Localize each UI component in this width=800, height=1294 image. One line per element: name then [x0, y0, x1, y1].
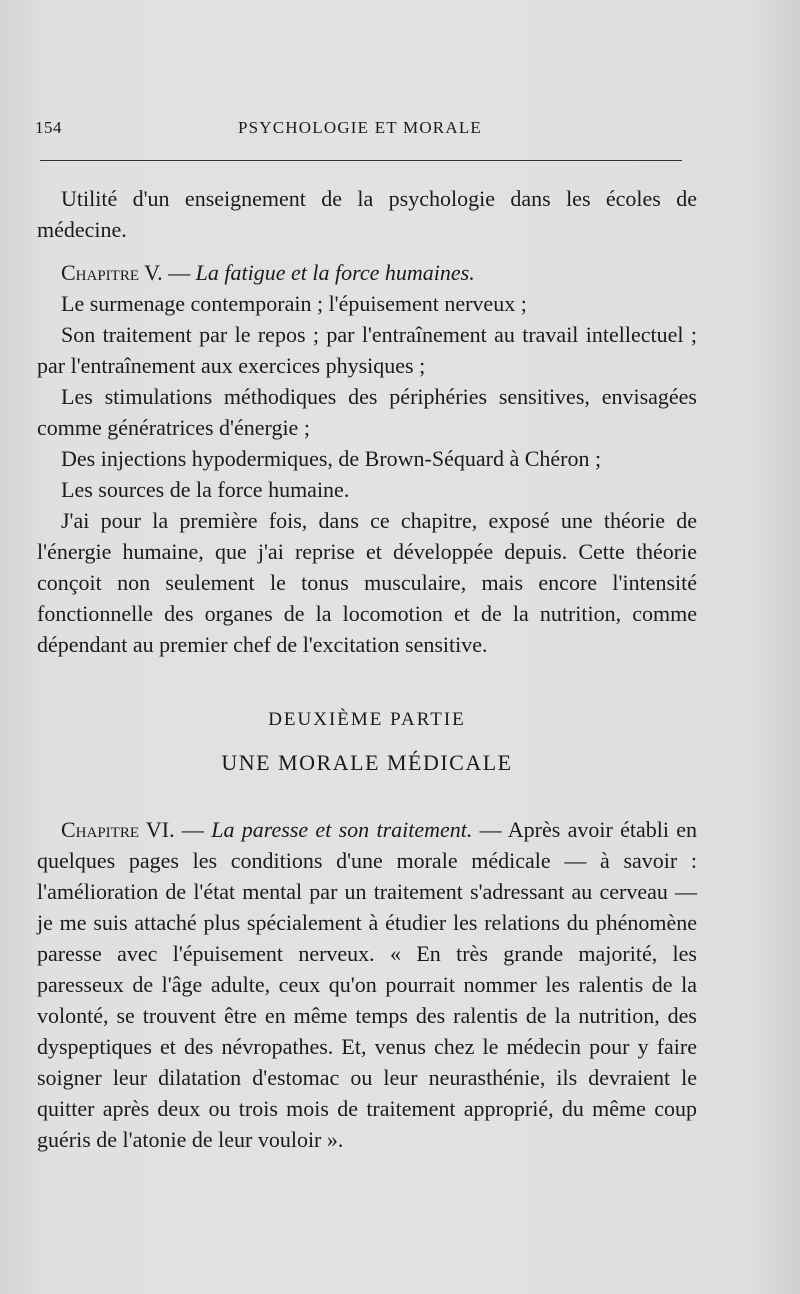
chapter-5-label: Chapitre V.: [61, 260, 163, 285]
paragraph-sources: Les sources de la force humaine.: [61, 477, 350, 502]
chapter-5-heading: [37, 257, 697, 288]
chapter-6-paragraph: [37, 814, 697, 1155]
paragraph-utilite: Utilité d'un enseignement de la psychologie dans les écoles de médecine.: [37, 186, 697, 242]
paragraph-theorie: J'ai pour la première fois, dans ce chapitre, exposé une théorie de l'énergie humaine, que j'ai reprise et développée depuis. Cette théorie conçoit non seulement le tonus musculaire, mais encore l'intensité fonctionnelle des organes de la locomotion et de la nutrition, comme dépendant au premier chef de l'excitation sensitive.: [37, 508, 697, 657]
page-number: 154: [35, 118, 62, 137]
chapter-6-dash: —: [174, 817, 212, 842]
body-text: [37, 183, 697, 1155]
paragraph-surmenage: Le surmenage contemporain ; l'épuisement nerveux ;: [61, 291, 527, 316]
paragraph-traitement: Son traitement par le repos ; par l'entraînement au travail intellectuel ; par l'entraînement aux exercices physiques ;: [37, 322, 697, 378]
part-label: DEUXIÈME PARTIE: [268, 709, 466, 730]
chapter-5-dash: —: [162, 260, 196, 285]
chapter-6-title: La paresse et son traitement.: [211, 817, 473, 842]
paragraph-injections: Des injections hypodermiques, de Brown-Séquard à Chéron ;: [61, 446, 602, 471]
header-rule: [40, 160, 682, 161]
part-title: UNE MORALE MÉDICALE: [221, 750, 513, 775]
chapter-6-text: — Après avoir établi en quelques pages les conditions d'une morale médicale — à savoir : l'amélioration de l'état mental par un traitement s'adressant au cerveau — je me suis attaché plus spécialement à étudier les relations du phénomène paresse avec l'épuisement nerveux. « En très grande majorité, les paresseux de l'âge adulte, ceux qu'on pourrait nommer les ralentis de la volonté, se trouvent être en même temps des ralentis de la nutrition, des dyspeptiques et des névropathes. Et, venus chez le médecin pour y faire soigner leur dilatation d'estomac ou leur neurasthénie, ils devraient le quitter après deux ou trois mois de traitement approprié, du même coup guéris de l'atonie de leur vouloir ».: [37, 817, 698, 1152]
chapter-6-label: Chapitre VI.: [61, 817, 175, 842]
running-head: [35, 118, 685, 142]
paragraph-stimulations: Les stimulations méthodiques des périphéries sensitives, envisagées comme génératrices d'énergie ;: [37, 384, 697, 440]
running-title: PSYCHOLOGIE ET MORALE: [237, 118, 482, 137]
chapter-5-title: La fatigue et la force humaines.: [195, 260, 475, 285]
